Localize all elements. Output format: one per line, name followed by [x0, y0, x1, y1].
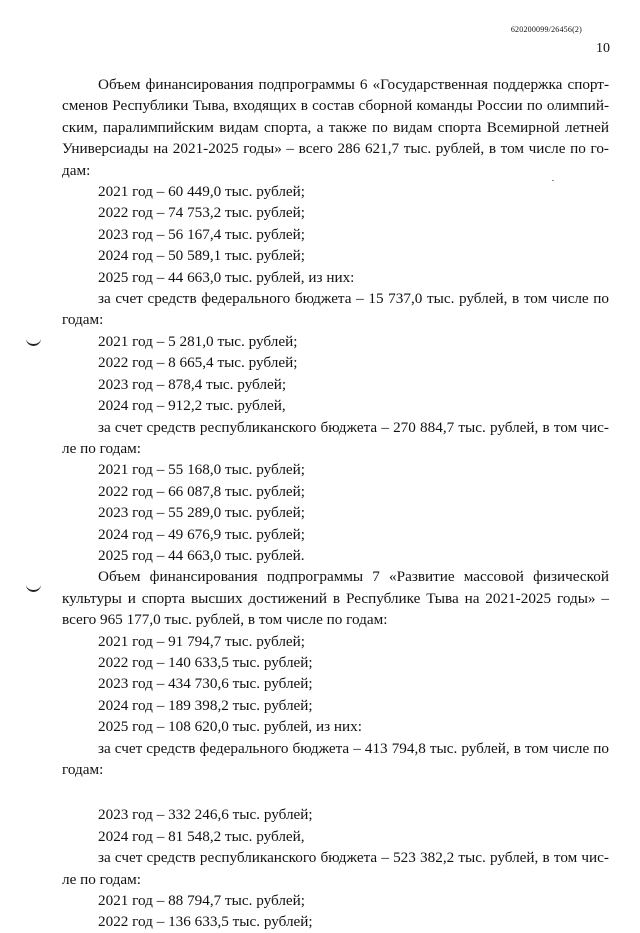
year-line: 2024 год – 81 548,2 тыс. рублей, [98, 827, 305, 845]
year-line: 2021 год – 55 168,0 тыс. рублей; [98, 461, 306, 479]
year-line: 2022 год – 8 665,4 тыс. рублей; [98, 354, 298, 372]
year-line: 2025 год – 44 663,0 тыс. рублей, из них: [98, 268, 355, 286]
year-line: 2025 год – 108 620,0 тыс. рублей, из них: [98, 718, 362, 736]
year-line: 2024 год – 912,2 тыс. рублей, [98, 397, 286, 415]
year-line: 2022 год – 66 087,8 тыс. рублей; [98, 482, 306, 500]
year-line: 2024 год – 50 589,1 тыс. рублей; [98, 247, 306, 265]
year-line: 2021 год – 88 794,7 тыс. рублей; [98, 892, 306, 910]
subprogram-6-intro: Объем финансирования подпрограммы 6 «Государственная поддержка спорт-сменов Республики Тыва, входящих в состав сборной команды России по олимпий-ским, паралимпийским видам спорта, а также по видам спорта Всемирной летней Универсиады на 2021-2025 годы» – всего 286 621,7 тыс. рублей, в том числе по го-дам: [62, 76, 609, 179]
year-line: 2024 год – 49 676,9 тыс. рублей; [98, 525, 306, 543]
federal-budget-intro: за счет средств федерального бюджета – 413 794,8 тыс. рублей, в том числе по годам: [62, 739, 609, 778]
year-line: 2023 год – 878,4 тыс. рублей; [98, 375, 287, 393]
document-body [62, 74, 609, 933]
year-line: 2022 год – 140 633,5 тыс. рублей; [98, 653, 313, 671]
republic-budget-intro: за счет средств республиканского бюджета – 523 382,2 тыс. рублей, в том чис-ле по годам: [62, 849, 609, 888]
margin-mark [26, 338, 41, 346]
page-number: 10 [596, 41, 610, 56]
year-line: 2021 год – 60 449,0 тыс. рублей; [98, 183, 306, 201]
year-line: 2023 год – 55 289,0 тыс. рублей; [98, 504, 306, 522]
year-line: 2024 год – 189 398,2 тыс. рублей; [98, 696, 313, 714]
federal-budget-intro: за счет средств федерального бюджета – 15 737,0 тыс. рублей, в том числе по годам: [62, 290, 609, 329]
year-line: 2022 год – 74 753,2 тыс. рублей; [98, 204, 306, 222]
blank-gap [62, 780, 609, 804]
republic-budget-intro: за счет средств республиканского бюджета – 270 884,7 тыс. рублей, в том чис-ле по годам: [62, 418, 609, 457]
year-line: 2022 год – 136 633,5 тыс. рублей; [98, 913, 313, 931]
year-line: 2023 год – 434 730,6 тыс. рублей; [98, 675, 313, 693]
year-line: 2021 год – 91 794,7 тыс. рублей; [98, 632, 306, 650]
year-line: 2021 год – 5 281,0 тыс. рублей; [98, 332, 298, 350]
margin-mark [26, 584, 41, 592]
year-line: 2023 год – 332 246,6 тыс. рублей; [98, 806, 313, 824]
year-line: 2023 год – 56 167,4 тыс. рублей; [98, 225, 306, 243]
subprogram-7-intro: Объем финансирования подпрограммы 7 «Развитие массовой физической культуры и спорта высших достижений в Республике Тыва на 2021-2025 годы» – всего 965 177,0 тыс. рублей, в том числе по годам: [62, 568, 609, 629]
year-line: 2025 год – 44 663,0 тыс. рублей. [98, 546, 305, 564]
document-id: 620200099/26456(2) [510, 25, 582, 34]
